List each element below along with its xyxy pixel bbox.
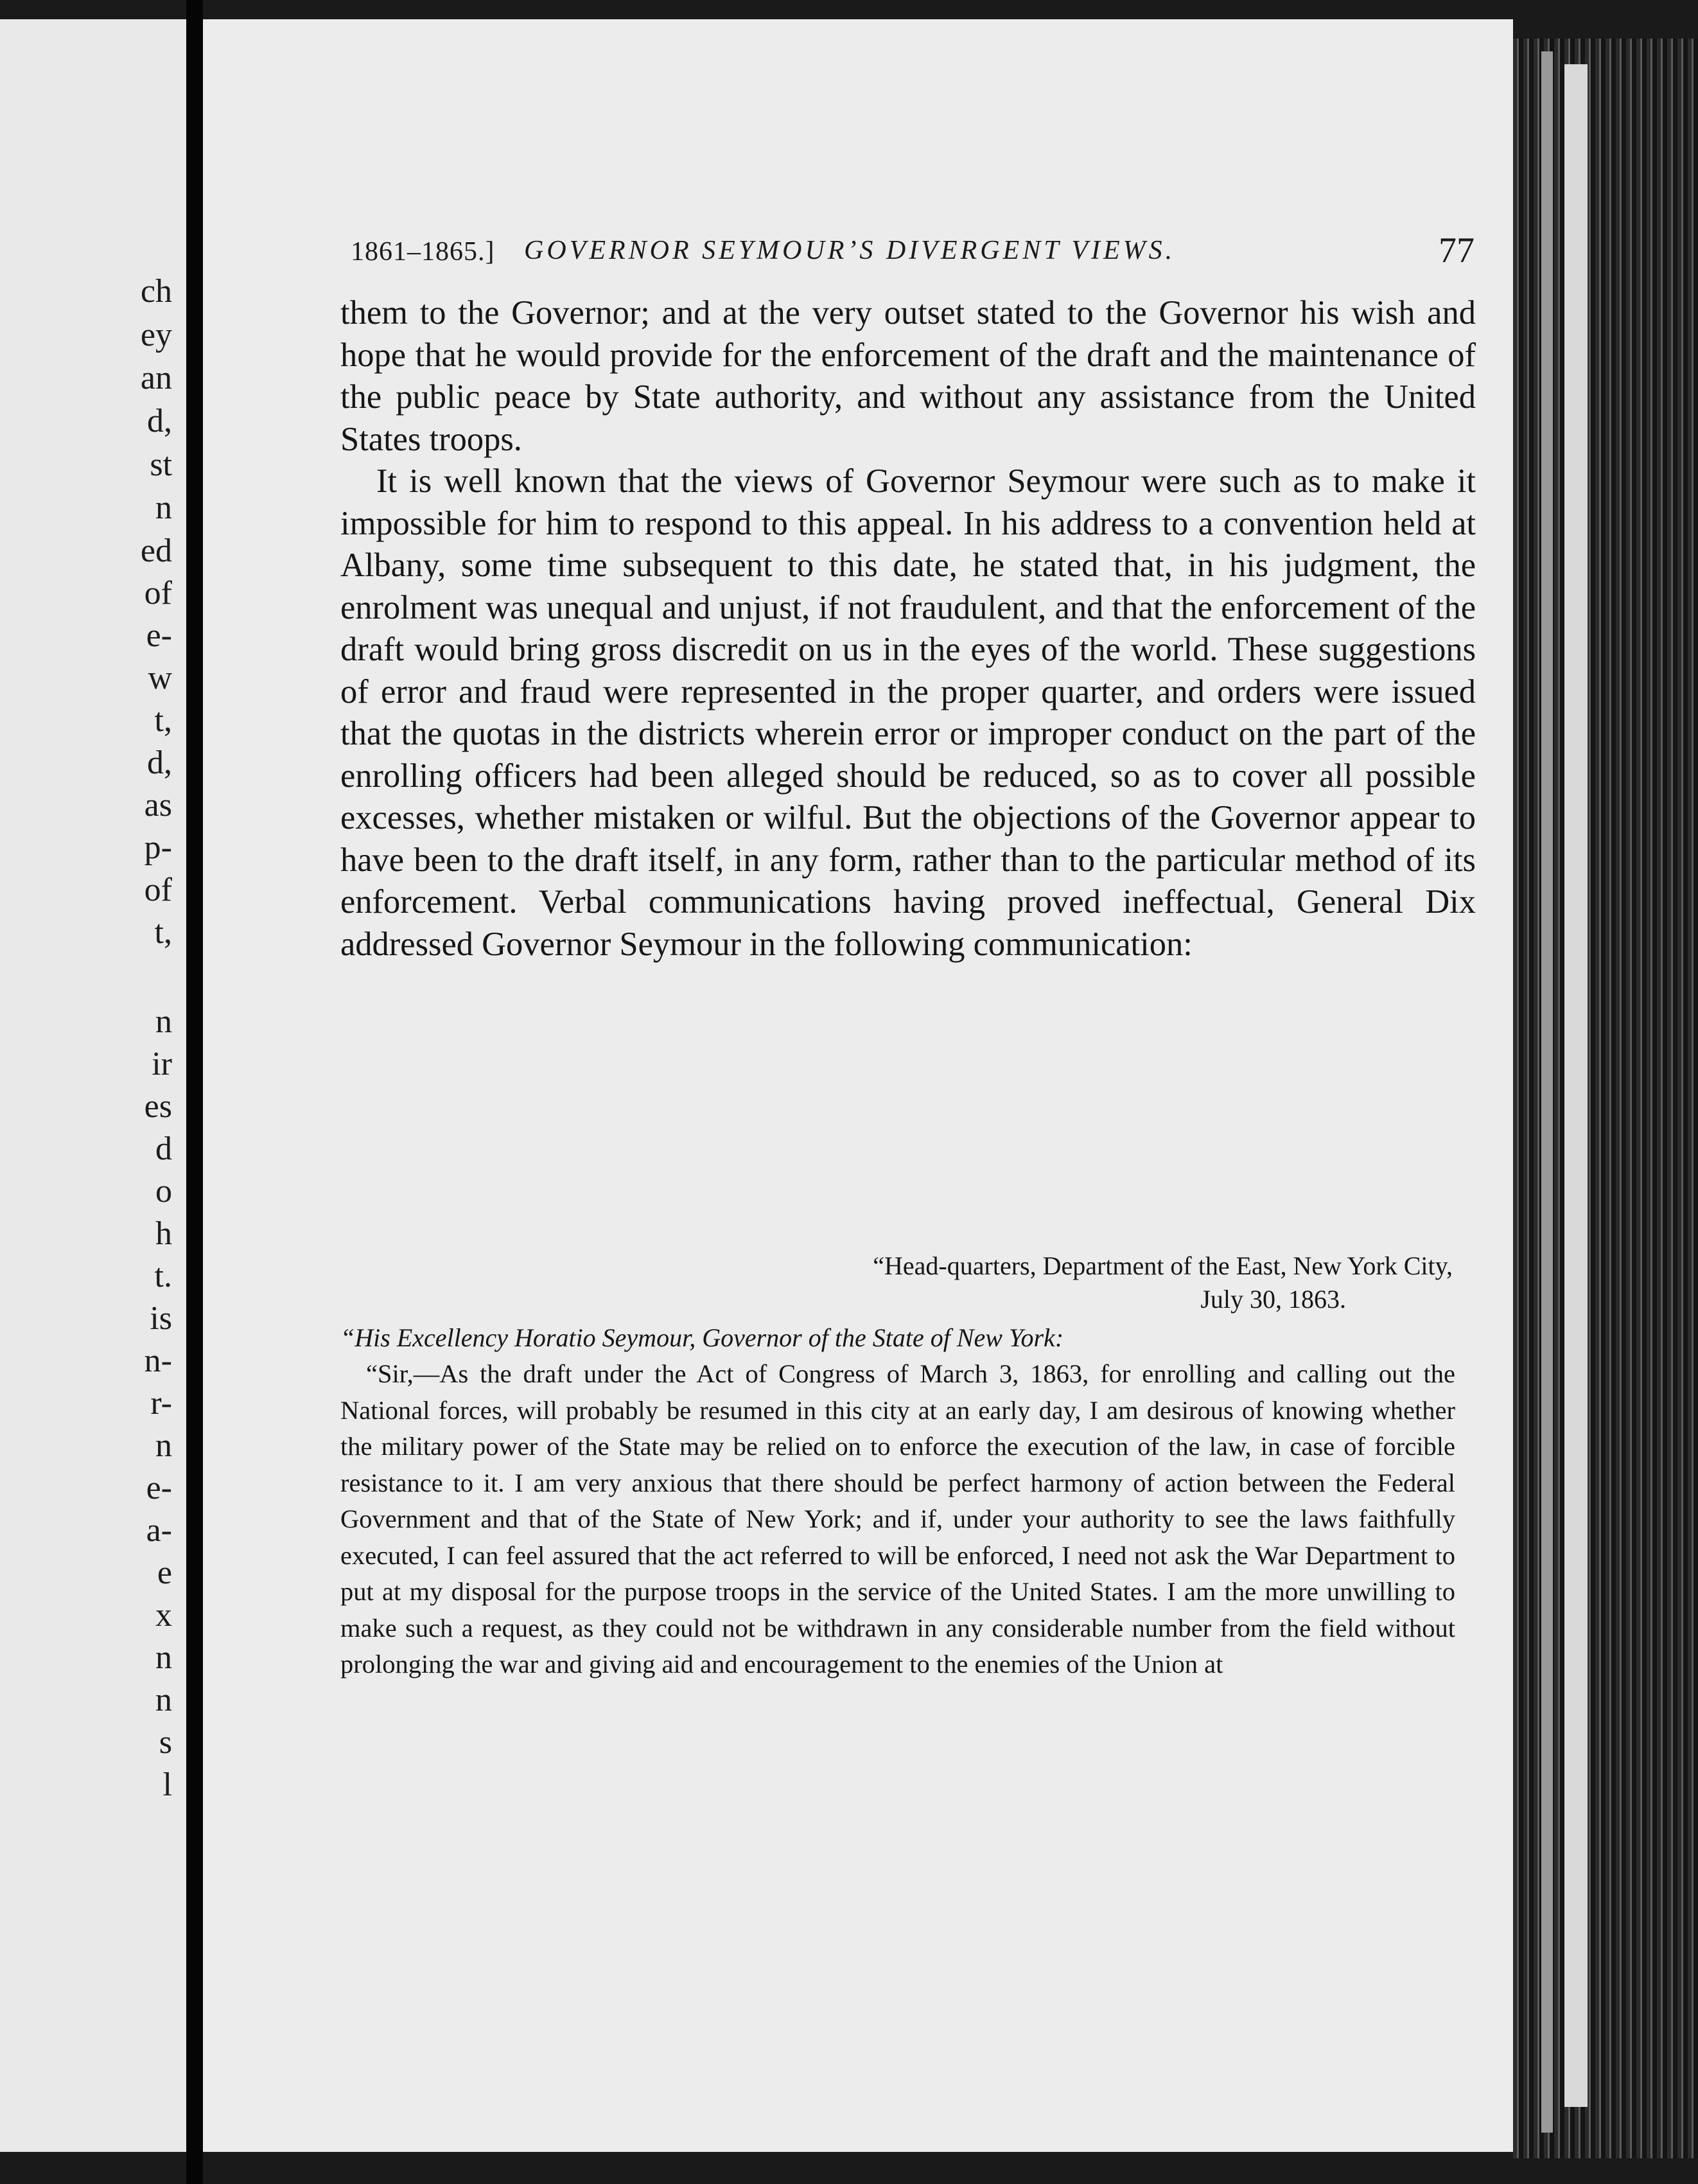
left-fragment: n [155, 489, 172, 526]
left-fragment: n [155, 1682, 172, 1718]
left-fragment: is [150, 1300, 172, 1337]
left-fragment: of [144, 872, 172, 908]
left-fragment: n [155, 1639, 172, 1676]
letter-salutation: “His Excellency Horatio Seymour, Governor of the State of New York: [340, 1323, 1064, 1352]
left-fragment: an [140, 360, 172, 396]
left-fragment: r- [150, 1385, 172, 1422]
paragraph: It is well known that the views of Governor Seymour were such as to make it impossible for him to respond to this appeal. In his address to a convention held at Albany, some time subsequent to this date, he stated that, in his judgment, the enrolment was unequal and unjust, if not fraudulent, and that the enforcement of the draft would bring gross discredit on us in the eyes of the world. These suggestions of error and fraud were represented in the proper quarter, and orders were issued that the quotas in the districts wherein error or improper conduct on the part of the enrolling officers had been alleged should be reduced, so as to cover all possible excesses, whether mistaken or wilful. But the objections of the Governor appear to have been to the draft itself, in any form, rather than to the particular method of its enforcement. Verbal communications having proved ineffectual, General Dix addressed Governor Seymour in the following communication: [340, 462, 1476, 963]
left-fragment: es [144, 1088, 172, 1125]
left-fragment: ed [140, 533, 172, 569]
left-fragment: x [155, 1597, 172, 1634]
left-fragment: st [150, 446, 172, 483]
left-fragment: d, [147, 403, 172, 439]
left-fragment: n [155, 1003, 172, 1040]
previous-page-fragment [0, 19, 186, 2152]
running-head [351, 225, 1475, 276]
left-fragment: d [155, 1131, 172, 1167]
quoted-letter [340, 1249, 1455, 1683]
left-fragment: p- [144, 829, 172, 866]
left-fragment: ey [140, 317, 172, 353]
left-fragment: ir [152, 1046, 172, 1082]
book-gutter [186, 0, 203, 2184]
left-fragment: n- [144, 1343, 172, 1379]
left-fragment: t, [154, 702, 172, 739]
left-fragment: of [144, 575, 172, 612]
paragraph: them to the Governor; and at the very outset stated to the Governor his wish and hope that he would provide for the enforcement of the draft and the maintenance of the public peace by State authority, and without any assistance from the United States troops. [340, 294, 1476, 458]
left-fragment: h [155, 1215, 172, 1252]
letter-header-line: “Head-quarters, Department of the East, New York City, [873, 1251, 1453, 1280]
page-edge-shade [1541, 51, 1553, 2133]
left-fragment: a- [146, 1512, 172, 1549]
body-text [340, 292, 1476, 965]
left-fragment: e- [146, 1470, 172, 1506]
left-fragment: s [159, 1724, 172, 1761]
page-edges [1513, 39, 1698, 2158]
left-fragment: n [155, 1427, 172, 1464]
left-fragment: w [148, 660, 172, 696]
left-fragment: l [162, 1766, 172, 1803]
left-fragment: t, [154, 914, 172, 951]
left-fragment: t. [154, 1258, 172, 1294]
left-fragment: e [157, 1554, 172, 1591]
left-fragment: as [144, 787, 172, 823]
letter-text: “Sir,—As the draft under the Act of Congress of March 3, 1863, for enrolling and calling out the National forces, will probably be resumed in this city at an early day, I am desirous of knowing whether the military power of the State may be relied on to enforce the execution of the law, in case of forcible resistance to it. I am very anxious that there should be perfect harmony of action between the Federal Government and that of the State of New York; and if, under your authority to see the laws faithfully executed, I can feel assured that the act referred to will be enforced, I need not ask the War Department to put at my disposal for the purpose troops in the service of the United States. I am the more unwilling to make such a request, as they could not be withdrawn in any considerable number from the field without prolonging the war and giving aid and encouragement to the enemies of the Union at [340, 1359, 1455, 1678]
left-fragment: d, [147, 744, 172, 781]
letter-date-line: July 30, 1863. [1200, 1285, 1346, 1314]
left-fragment: e- [146, 617, 172, 654]
book-page [203, 19, 1513, 2152]
left-fragment: o [155, 1173, 172, 1210]
page-number: 77 [1439, 231, 1475, 270]
page-edge-highlight [1564, 64, 1588, 2107]
running-head-years: 1861–1865.] [351, 237, 495, 267]
left-fragment: ch [140, 273, 172, 310]
running-head-title: GOVERNOR SEYMOUR’S DIVERGENT VIEWS. [524, 236, 1176, 265]
